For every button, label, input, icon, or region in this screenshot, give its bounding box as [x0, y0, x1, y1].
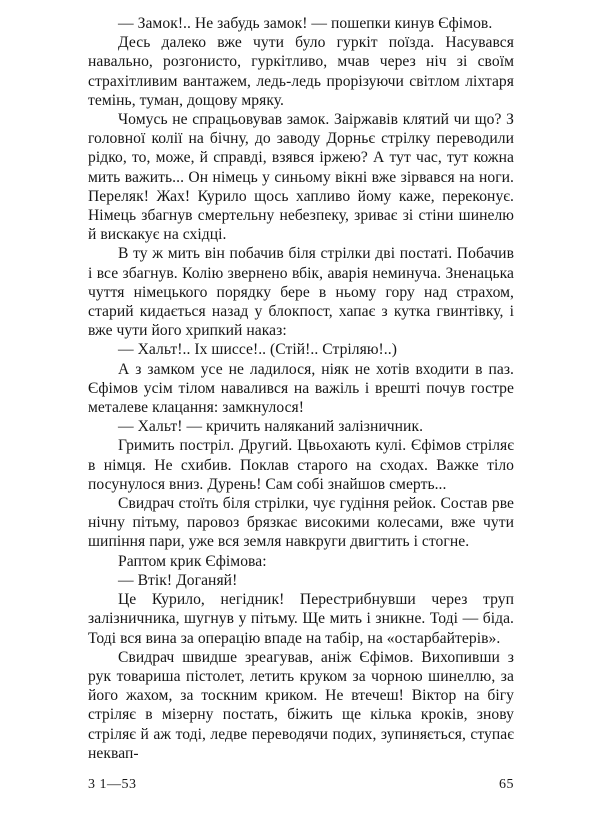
page-number: 65 — [499, 777, 514, 792]
paragraph: Чомусь не спрацьовував замок. Заіржавів клятий чи що? З головної колії на бічну, до заводу Дорньє стрілку переводили рідко, то, може, й справді, взявся іржею? А тут час, тут кожна мить важить... Он німець у синьому вікні вже зірвався на ноги. Переляк! Жах! Курило щось хапливо йому каже, переконує. Німець збагнув смертельну небезпеку, зриває зі стіни шинелю й вискакує на східці. — [88, 111, 514, 244]
paragraph: — Хальт! — кричить наляканий залізничник. — [118, 418, 424, 436]
paragraph: В ту ж мить він побачив біля стрілки дві постаті. Побачив і все збагнув. Колію звернено вбік, аварія неминуча. Зненацька чуття німецького порядку бере в ньому гору над страхом, старий кидається назад у блокпост, хапає з кутка гвинтівку, і вже чути його хрипкий наказ: — [88, 245, 514, 340]
paragraph: А з замком усе не ладилося, ніяк не хотів входити в паз. Єфімов усім тілом навалився на важіль і врешті почув гостре металеве клацання: замкнулося! — [88, 360, 514, 417]
paragraph: — Замок!.. Не забудь замок! — пошепки кинув Єфімов. — [118, 15, 493, 32]
paragraph: — Втік! Доганяй! — [118, 571, 238, 589]
text-body — [88, 14, 514, 763]
paragraph: Свидрач швидше зреагував, аніж Єфімов. Вихопивши з рук товариша пістолет, летить круком за чорною шинеллю, за його жахом, за тоскним криком. Не втечеш! Віктор на бігу стріляє в мізерну постать, біжить ще кілька кроків, знову стріляє й аж тоді, ледве переводячи подих, зупиняється, ступає неквап- — [88, 648, 514, 762]
paragraph: Свидрач стоїть біля стрілки, чує гудіння рейок. Состав рве нічну пітьму, паровоз брязкає високими колесами, вже чути шипіння пари, уже вся земля навкруги двигтить і стогне. — [88, 495, 514, 551]
printer-signature: 3 1—53 — [88, 777, 137, 792]
paragraph: Десь далеко вже чути було гуркіт поїзда. Насувався навально, розгонисто, гуркітливо, мчав через ніч зі своїм страхітливим вантажем, ледь-ледь прорізуючи світлом ліхтаря темінь, туман, дощову мряку. — [88, 34, 514, 109]
page-footer — [88, 777, 514, 797]
paragraph: Це Курило, негідник! Перестрибнувши через труп залізничника, шугнув у пітьму. Ще мить і зникне. Тоді — біда. Тоді вся вина за операцію впаде на табір, на «остарбайтерів». — [88, 591, 514, 647]
paragraph: Раптом крик Єфімова: — [118, 552, 267, 570]
paragraph: Гримить постріл. Другий. Цвьохають кулі. Єфімов стріляє в німця. Не схибив. Поклав старого на сходах. Важке тіло посунулося вниз. Дурень! Сам собі знайшов смерть... — [88, 437, 514, 493]
paragraph: — Хальт!.. Іх шиссе!.. (Стій!.. Стріляю!..) — [118, 341, 397, 359]
